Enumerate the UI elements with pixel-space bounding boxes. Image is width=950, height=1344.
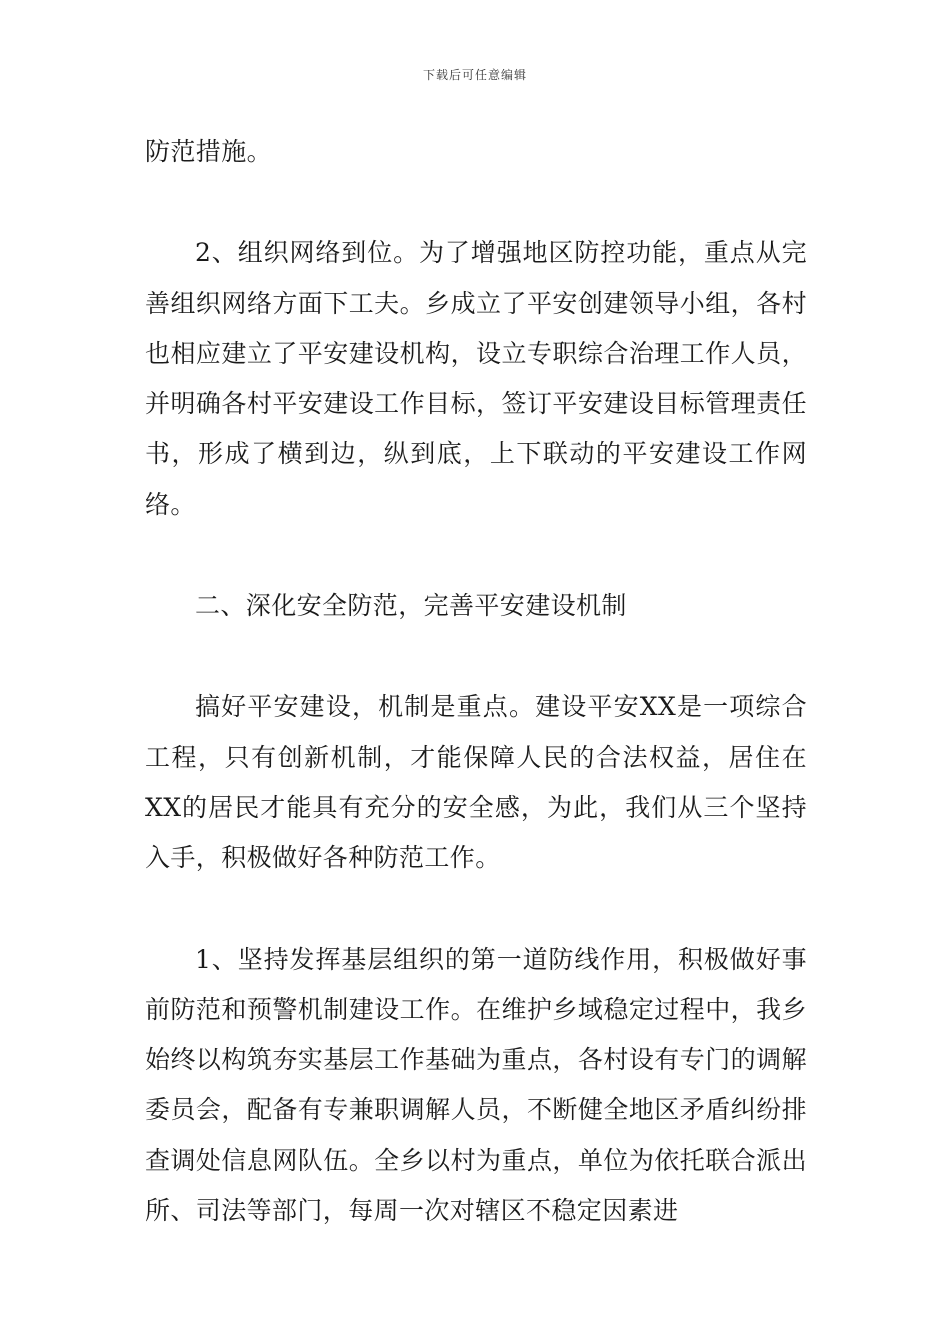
paragraph-gap [145,177,807,228]
header-note: 下载后可任意编辑 [422,68,527,82]
paragraph-3: 搞好平安建设，机制是重点。建设平安XX是一项综合工程，只有创新机制，才能保障人民的合法权益，居住在XX的居民才能具有充分的安全感，为此，我们从三个坚持入手，积极做好各种防范工作。 [145,692,807,873]
paragraph-1: 防范措施。 [145,137,273,166]
document-body [145,127,807,1236]
paragraph-4: 1、坚持发挥基层组织的第一道防线作用，积极做好事前防范和预警机制建设工作。在维护乡域稳定过程中，我乡始终以构筑夯实基层工作基础为重点，各村设有专门的调解委员会，配备有专兼职调解人员，不断健全地区矛盾纠纷排查调处信息网队伍。全乡以村为重点，单位为依托联合派出所、司法等部门，每周一次对辖区不稳定因素进 [145,944,807,1226]
paragraph-gap [145,530,807,581]
paragraph-gap [145,884,807,935]
section-heading: 二、深化安全防范，完善平安建设机制 [195,591,627,621]
paragraph-gap [145,631,807,682]
paragraph-2: 2、组织网络到位。为了增强地区防控功能，重点从完善组织网络方面下工夫。乡成立了平安创建领导小组，各村也相应建立了平安建设机构，设立专职综合治理工作人员，并明确各村平安建设工作目标，签订平安建设目标管理责任书，形成了横到边，纵到底，上下联动的平安建设工作网络。 [145,238,807,519]
